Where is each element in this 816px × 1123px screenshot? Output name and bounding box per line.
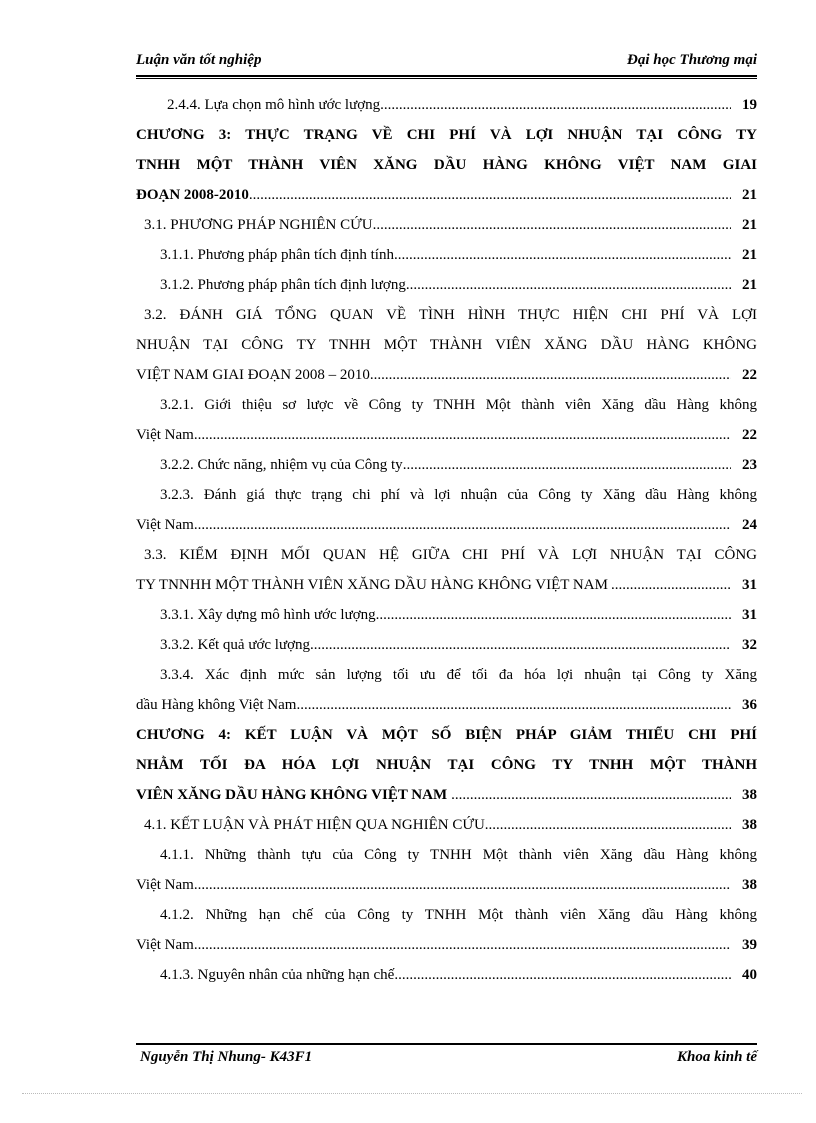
toc-section-3-1-1[interactable]: 3.1.1. Phương pháp phân tích định tính ..... 21 bbox=[136, 240, 757, 270]
toc-section-3-1[interactable]: 3.1. PHƯƠNG PHÁP NGHIÊN CỨU ..... 21 bbox=[136, 210, 757, 240]
toc-section-3-2-1-line2[interactable]: Việt Nam ..... 22 bbox=[136, 420, 757, 450]
toc-section-3-2-line2[interactable]: NHUẬN TẠI CÔNG TY TNHH MỘT THÀNH VIÊN XĂNG DẦU HÀNG KHÔNG bbox=[136, 337, 757, 353]
toc-chapter-4-line2[interactable]: NHẰM TỐI ĐA HÓA LỢI NHUẬN TẠI CÔNG TY TNHH MỘT THÀNH bbox=[136, 757, 757, 773]
page-footer bbox=[136, 1049, 757, 1073]
toc-section-4-1-1-line1[interactable]: 4.1.1. Những thành tựu của Công ty TNHH Một thành viên Xăng dầu Hàng không bbox=[160, 847, 757, 863]
toc-section-3-3-line2[interactable]: TY TNNHH MỘT THÀNH VIÊN XĂNG DẦU HÀNG KHÔNG VIỆT NAM ..... 31 bbox=[136, 570, 757, 600]
page-header bbox=[136, 50, 757, 74]
header-rule-thin bbox=[136, 78, 757, 79]
toc-chapter-3-line1[interactable]: CHƯƠNG 3: THỰC TRẠNG VỀ CHI PHÍ VÀ LỢI NHUẬN TẠI CÔNG TY bbox=[136, 127, 757, 143]
toc-section-3-3-4-line2[interactable]: dầu Hàng không Việt Nam ..... 36 bbox=[136, 690, 757, 720]
toc-entry[interactable]: 2.4.4. Lựa chọn mô hình ước lượng ..... 19 bbox=[136, 90, 757, 120]
toc-chapter-3-line3[interactable]: ĐOẠN 2008-2010 ..... 21 bbox=[136, 180, 757, 210]
toc-section-3-1-2[interactable]: 3.1.2. Phương pháp phân tích định lượng ..... 21 bbox=[136, 270, 757, 300]
toc-section-3-2-3-line1[interactable]: 3.2.3. Đánh giá thực trạng chi phí và lợi nhuận của Công ty Xăng dầu Hàng không bbox=[160, 487, 757, 503]
toc-section-3-3-4-line1[interactable]: 3.3.4. Xác định mức sản lượng tối ưu để tối đa hóa lợi nhuận tại Công ty Xăng bbox=[160, 667, 757, 683]
toc-section-3-2-1-line1[interactable]: 3.2.1. Giới thiệu sơ lược về Công ty TNHH Một thành viên Xăng dầu Hàng không bbox=[160, 397, 757, 413]
toc-section-3-2-line3[interactable]: VIỆT NAM GIAI ĐOẠN 2008 – 2010. ..... 22 bbox=[136, 360, 757, 390]
toc-section-4-1-2-line1[interactable]: 4.1.2. Những hạn chế của Công ty TNHH Một thành viên Xăng dầu Hàng không bbox=[160, 907, 757, 923]
toc-section-4-1-3[interactable]: 4.1.3. Nguyên nhân của những hạn chế ..... 40 bbox=[136, 960, 757, 990]
toc-section-3-2-3-line2[interactable]: Việt Nam ..... 24 bbox=[136, 510, 757, 540]
toc-section-3-3-2[interactable]: 3.3.2. Kết quả ước lượng ..... 32 bbox=[136, 630, 757, 660]
toc-section-4-1[interactable]: 4.1. KẾT LUẬN VÀ PHÁT HIỆN QUA NGHIÊN CỨU ..... 38 bbox=[136, 810, 757, 840]
toc-section-3-2-line1[interactable]: 3.2. ĐÁNH GIÁ TỔNG QUAN VỀ TÌNH HÌNH THỰC HIỆN CHI PHÍ VÀ LỢI bbox=[144, 307, 757, 323]
toc-section-3-3-line1[interactable]: 3.3. KIỂM ĐỊNH MỐI QUAN HỆ GIỮA CHI PHÍ VÀ LỢI NHUẬN TẠI CÔNG bbox=[144, 547, 757, 563]
toc-chapter-3-line2[interactable]: TNHH MỘT THÀNH VIÊN XĂNG DẦU HÀNG KHÔNG VIỆT NAM GIAI bbox=[136, 157, 757, 173]
header-rule bbox=[136, 75, 757, 77]
footer-rule bbox=[136, 1043, 757, 1045]
toc-section-3-2-2[interactable]: 3.2.2. Chức năng, nhiệm vụ của Công ty ..... 23 bbox=[136, 450, 757, 480]
header-right: Đại học Thương mại bbox=[627, 52, 757, 68]
toc-chapter-4-line1[interactable]: CHƯƠNG 4: KẾT LUẬN VÀ MỘT SỐ BIỆN PHÁP GIẢM THIỂU CHI PHÍ bbox=[136, 727, 757, 743]
table-of-contents bbox=[136, 90, 757, 990]
footer-left: Nguyễn Thị Nhung- K43F1 bbox=[140, 1049, 313, 1065]
toc-section-3-3-1[interactable]: 3.3.1. Xây dựng mô hình ước lượng ..... 31 bbox=[136, 600, 757, 630]
header-left: Luận văn tốt nghiệp bbox=[136, 52, 262, 68]
toc-section-4-1-2-line2[interactable]: Việt Nam ..... 39 bbox=[136, 930, 757, 960]
toc-section-4-1-1-line2[interactable]: Việt Nam ..... 38 bbox=[136, 870, 757, 900]
footer-right: Khoa kinh tế bbox=[676, 1049, 757, 1065]
toc-chapter-4-line3[interactable]: VIÊN XĂNG DẦU HÀNG KHÔNG VIỆT NAM ..... 38 bbox=[136, 780, 757, 810]
page-edge bbox=[22, 1093, 802, 1094]
